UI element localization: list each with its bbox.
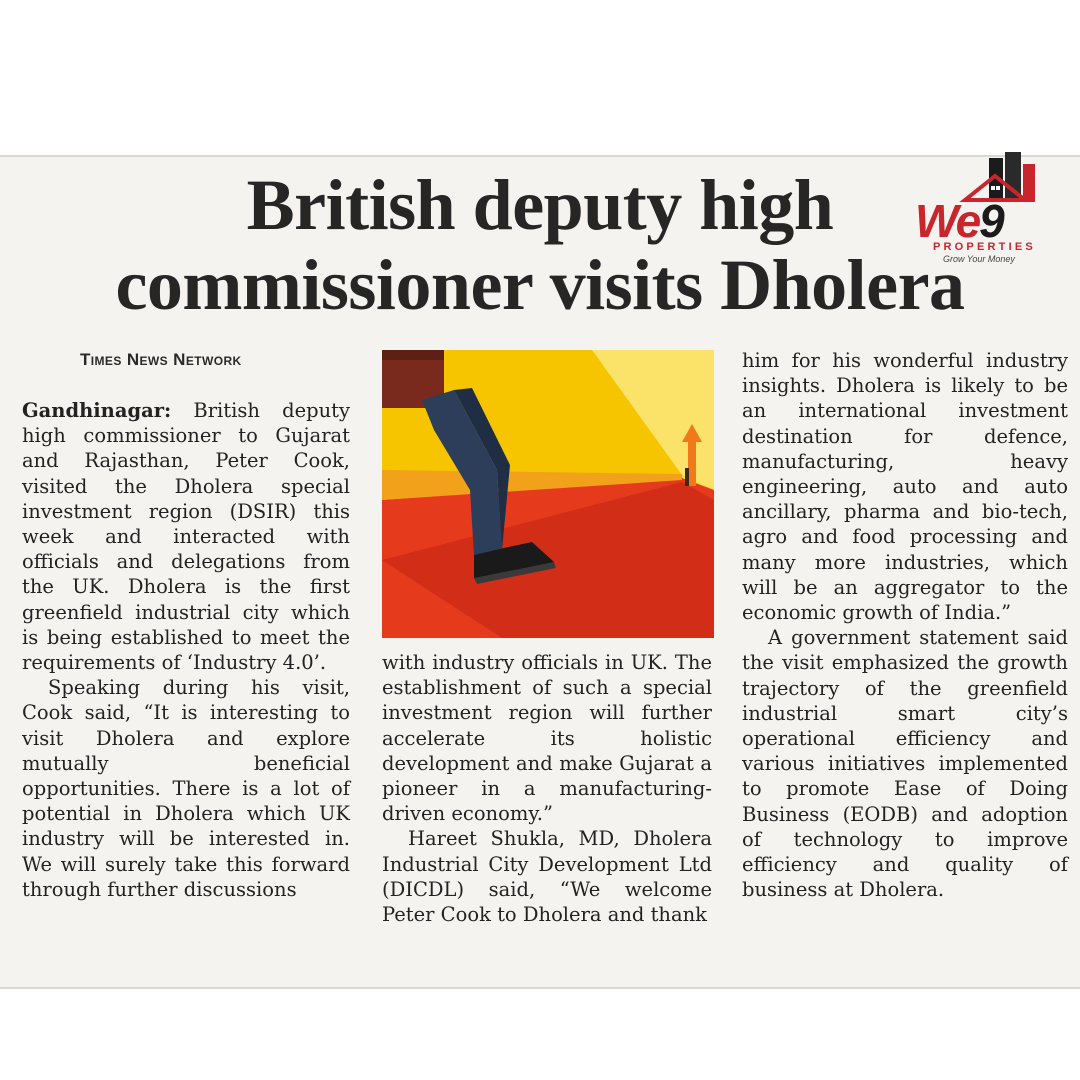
paragraph: A government statement said the visit emphasized the growth trajectory of the greenfield industrial smart city’s operational efficiency and various initiatives implemented to promote Ease of Doing Business (EODB) and adoption of technology to improve efficiency and quality of business at Dholera.: [742, 626, 1068, 902]
article-illustration: [382, 350, 714, 638]
headline-line-2: commissioner visits Dholera: [115, 245, 965, 325]
article-column-2: [382, 650, 712, 927]
house-window: [991, 186, 995, 190]
logo-number: 9: [979, 195, 1003, 247]
logo-tagline: Grow Your Money: [943, 254, 1015, 264]
logo-subtitle: PROPERTIES: [933, 241, 1036, 253]
doorway: [685, 468, 689, 486]
paragraph: him for his wonderful industry insights. Dholera is likely to be an international investment destination for defence, manufacturing, heavy engineering, auto and auto ancillary, pharma and bio-tech, agro and food processing and many more industries, which will be an aggregator to the economic growth of India.”: [742, 349, 1068, 625]
paragraph: Speaking during his visit, Cook said, “It is interesting to visit Dholera and explore mutually beneficial opportunities. There is a lot of potential in Dholera which UK industry will be interested in. We will surely take this forward through further discussions: [22, 676, 350, 901]
building-tower-3: [1023, 164, 1035, 202]
briefcase-top: [382, 350, 444, 360]
paragraph: Hareet Shukla, MD, Dholera Industrial City Development Ltd (DICDL) said, “We welcome Peter Cook to Dholera and thank: [382, 827, 712, 927]
paragraph: with industry officials in UK. The establishment of such a special investment region will further accelerate its holistic development and make Gujarat a pioneer in a manufacturing-driven economy.”: [382, 651, 712, 826]
headline-line-1: British deputy high: [246, 165, 834, 245]
article-column-1: [22, 398, 350, 902]
article-column-3: [742, 348, 1068, 902]
paragraph-text: British deputy high commissioner to Gujarat and Rajasthan, Peter Cook, visited the Dholera special investment region (DSIR) this week and interacted with officials and delegations from the UK. Dholera is the first greenfield industrial city which is being established to meet the requirements of ‘Industry 4.0’.: [22, 399, 350, 675]
house-window-2: [996, 186, 1000, 190]
we9-properties-logo: [915, 150, 1067, 268]
logo-letters: We: [915, 195, 980, 247]
paragraph: [22, 398, 350, 675]
walking-up-red-carpet-illustration: [382, 350, 714, 638]
arrow-shaft: [688, 440, 696, 486]
byline: Times News Network: [80, 350, 242, 369]
dateline: Gandhinagar:: [22, 399, 172, 422]
